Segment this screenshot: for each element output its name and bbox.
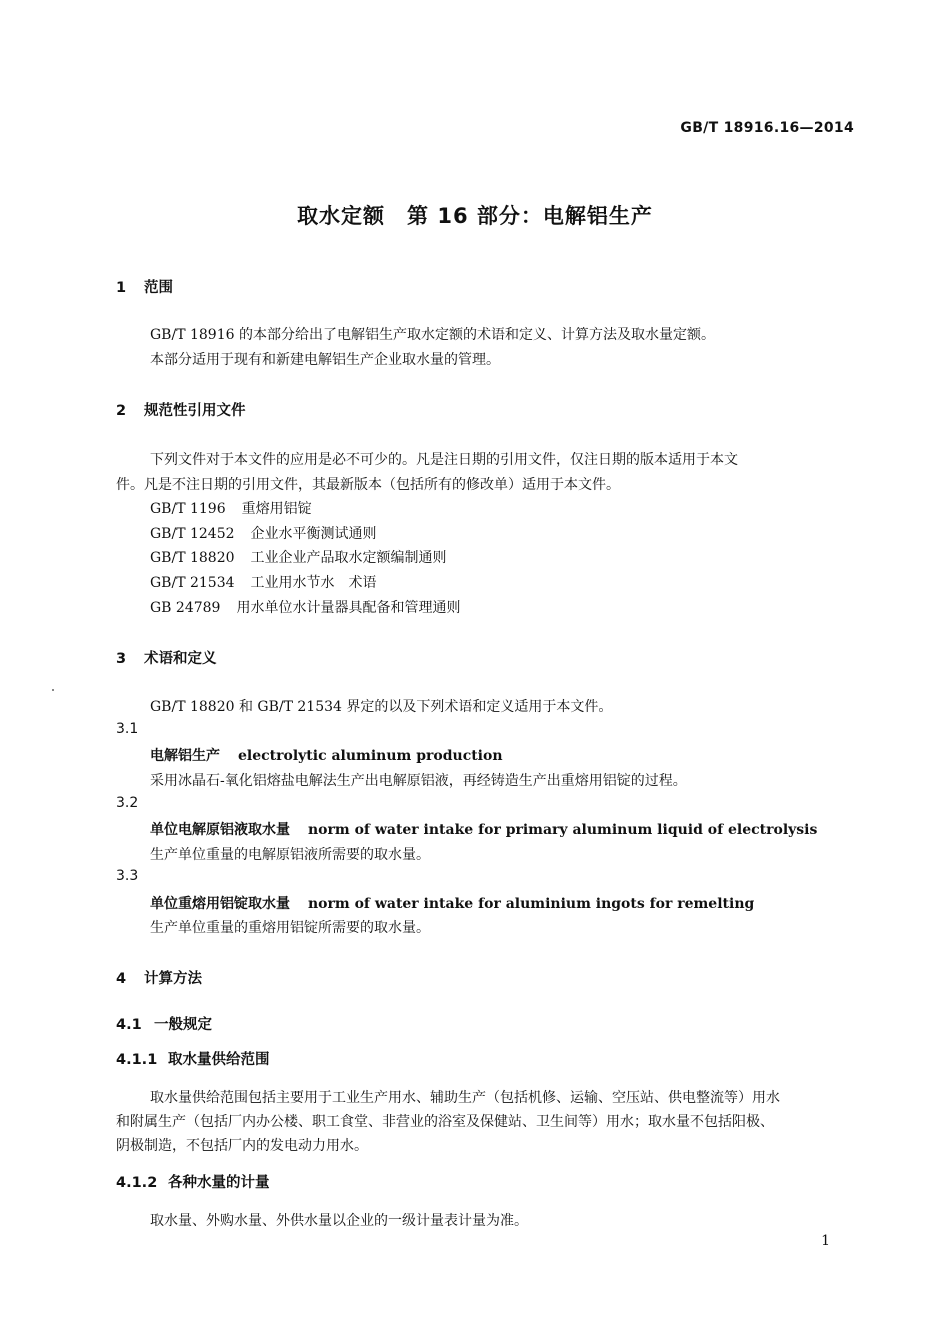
scope-paragraph-2: 本部分适用于现有和新建电解铝生产企业取水量的管理。 bbox=[150, 352, 500, 368]
term-english: electrolytic aluminum production bbox=[238, 748, 503, 764]
section-1-heading bbox=[116, 276, 173, 297]
reference-item bbox=[150, 572, 377, 592]
document-title: 取水定额 第 16 部分：电解铝生产 bbox=[297, 204, 653, 228]
term-definition: 采用冰晶石-氧化铝熔盐电解法生产出电解原铝液，再经铸造生产出重熔用铝锭的过程。 bbox=[150, 773, 687, 789]
section-title: 范围 bbox=[144, 280, 173, 296]
reference-title: 工业用水节水 术语 bbox=[250, 575, 377, 591]
section-number: 3 bbox=[116, 651, 127, 667]
supply-line-3: 阴极制造，不包括厂内的发电动力用水。 bbox=[116, 1138, 368, 1154]
section-4-heading bbox=[116, 967, 202, 988]
term-chinese: 电解铝生产 bbox=[150, 748, 220, 764]
subsection-4-1-heading bbox=[116, 1013, 212, 1034]
section-3-heading bbox=[116, 647, 217, 668]
scope-paragraph-1: GB/T 18916 的本部分给出了电解铝生产取水定额的术语和定义、计算方法及取水量定额。 bbox=[150, 327, 715, 343]
clause-number: 3.2 bbox=[116, 795, 139, 811]
terms-intro: GB/T 18820 和 GB/T 21534 界定的以及下列术语和定义适用于本文件。 bbox=[150, 699, 613, 715]
scan-speck bbox=[52, 689, 54, 691]
reference-item bbox=[150, 547, 447, 567]
section-title: 计算方法 bbox=[144, 971, 202, 987]
reference-code: GB/T 12452 bbox=[150, 526, 235, 542]
subsection-4-1-2-heading bbox=[116, 1171, 270, 1192]
refs-intro-line-2: 件。凡是不注日期的引用文件，其最新版本（包括所有的修改单）适用于本文件。 bbox=[116, 477, 620, 493]
reference-title: 企业水平衡测试通则 bbox=[250, 526, 377, 542]
reference-title: 工业企业产品取水定额编制通则 bbox=[250, 550, 447, 566]
reference-title: 重熔用铝锭 bbox=[241, 501, 312, 517]
term-definition: 生产单位重量的电解原铝液所需要的取水量。 bbox=[150, 847, 430, 863]
reference-code: GB/T 18820 bbox=[150, 550, 235, 566]
section-2-heading bbox=[116, 399, 246, 420]
reference-code: GB/T 1196 bbox=[150, 501, 226, 517]
clause-number: 3.1 bbox=[116, 721, 139, 737]
reference-code: GB 24789 bbox=[150, 600, 221, 616]
reference-title: 用水单位水计量器具配备和管理通则 bbox=[236, 600, 461, 616]
subsection-number: 4.1.2 bbox=[116, 1175, 158, 1191]
reference-item bbox=[150, 597, 460, 617]
reference-item bbox=[150, 498, 312, 518]
supply-line-1: 取水量供给范围包括主要用于工业生产用水、辅助生产（包括机修、运输、空压站、供电整流等）用水 bbox=[150, 1090, 780, 1106]
term-entry bbox=[150, 893, 754, 913]
refs-intro-line-1: 下列文件对于本文件的应用是必不可少的。凡是注日期的引用文件，仅注日期的版本适用于本文 bbox=[150, 452, 738, 468]
section-title: 术语和定义 bbox=[144, 651, 217, 667]
subsection-title: 取水量供给范围 bbox=[168, 1052, 270, 1068]
section-number: 4 bbox=[116, 971, 127, 987]
standard-number: GB/T 18916.16—2014 bbox=[680, 120, 854, 136]
supply-line-2: 和附属生产（包括厂内办公楼、职工食堂、非营业的浴室及保健站、卫生间等）用水；取水量不包括阳极、 bbox=[116, 1114, 774, 1130]
clause-number: 3.3 bbox=[116, 868, 139, 884]
metering-text: 取水量、外购水量、外供水量以企业的一级计量表计量为准。 bbox=[150, 1213, 528, 1229]
term-chinese: 单位重熔用铝锭取水量 bbox=[150, 896, 290, 912]
page-number: 1 bbox=[821, 1233, 830, 1249]
subsection-number: 4.1.1 bbox=[116, 1052, 158, 1068]
section-number: 1 bbox=[116, 280, 127, 296]
subsection-4-1-1-heading bbox=[116, 1048, 270, 1069]
term-english: norm of water intake for primary aluminum liquid of electrolysis bbox=[308, 822, 818, 838]
section-number: 2 bbox=[116, 403, 127, 419]
term-entry bbox=[150, 745, 503, 765]
term-chinese: 单位电解原铝液取水量 bbox=[150, 822, 290, 838]
term-definition: 生产单位重量的重熔用铝锭所需要的取水量。 bbox=[150, 920, 430, 936]
subsection-title: 各种水量的计量 bbox=[168, 1175, 270, 1191]
subsection-title: 一般规定 bbox=[154, 1017, 212, 1033]
term-english: norm of water intake for aluminium ingots for remelting bbox=[308, 896, 755, 912]
reference-item bbox=[150, 523, 377, 543]
subsection-number: 4.1 bbox=[116, 1017, 142, 1033]
reference-code: GB/T 21534 bbox=[150, 575, 235, 591]
section-title: 规范性引用文件 bbox=[144, 403, 246, 419]
term-entry bbox=[150, 819, 817, 839]
